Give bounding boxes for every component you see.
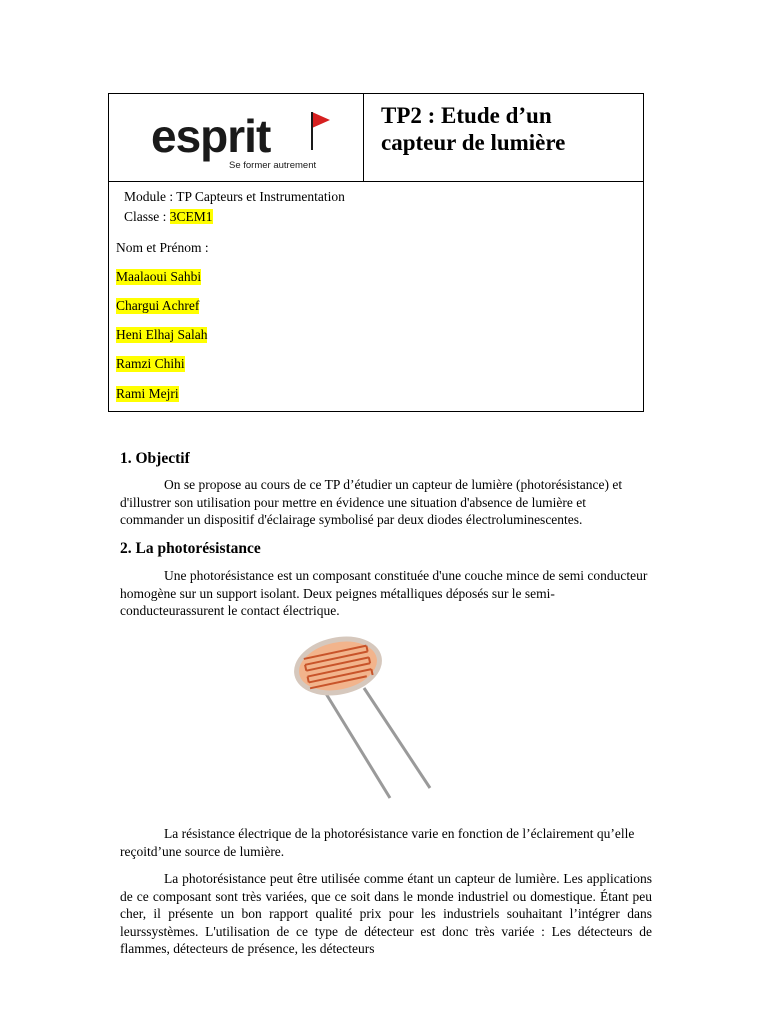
esprit-logo	[149, 104, 349, 174]
photoresistance-paragraph-2: La résistance électrique de la photorésistance varie en fonction de l’éclairement qu’elle reçoitd’une source de lumière.	[120, 826, 635, 859]
student-name: Ramzi Chihi	[116, 356, 185, 371]
header-table	[108, 93, 644, 412]
svg-text:esprit: esprit	[151, 110, 271, 162]
logo-cell	[109, 94, 364, 182]
nom-label: Nom et Prénom :	[116, 240, 209, 255]
student-name: Chargui Achref	[116, 298, 200, 313]
section-title-photoresistance: 2. La photorésistance	[120, 540, 261, 557]
photoresistance-paragraph-3: La photorésistance peut être utilisée comme étant un capteur de lumière. Les applications de ce composant sont très variées, que ce soit dans le monde industriel ou domestique. Étant peu cher, il présente un bon rapport qualité prix pour les industriels souhaitant l’intégrer dans leurssystèmes. L'utilisation de ce type de détecteur est donc très variée : Les détecteurs de flammes, détecteurs de présence, les détecteurs	[120, 871, 652, 956]
classe-value: 3CEM1	[169, 209, 213, 224]
classe-label: Classe :	[124, 209, 170, 224]
module-line: Module : TP Capteurs et Instrumentation	[124, 189, 345, 204]
section-title-objectif: 1. Objectif	[120, 450, 190, 467]
student-name: Rami Mejri	[116, 386, 179, 401]
title-cell	[364, 94, 643, 182]
photoresistance-image	[280, 630, 460, 810]
student-info	[109, 182, 643, 411]
classe-line	[124, 209, 213, 225]
student-name: Maalaoui Sahbi	[116, 269, 202, 284]
page-title: TP2 : Etude d’un capteur de lumière	[381, 103, 566, 155]
objectif-paragraph: On se propose au cours de ce TP d’étudier un capteur de lumière (photorésistance) et d'illustrer son utilisation pour mettre en évidence une situation d'absence de lumière et commander un dispositif d'éclairage symbolisé par deux diodes électroluminescentes.	[120, 477, 623, 527]
photoresistance-paragraph-1: Une photorésistance est un composant constituée d'une couche mince de semi conducteur homogène sur un support isolant. Deux peignes métalliques déposés sur le semi-conducteurassurent le contact électrique.	[120, 568, 648, 618]
student-name: Heni Elhaj Salah	[116, 327, 208, 342]
svg-text:Se former autrement: Se former autrement	[229, 160, 317, 171]
